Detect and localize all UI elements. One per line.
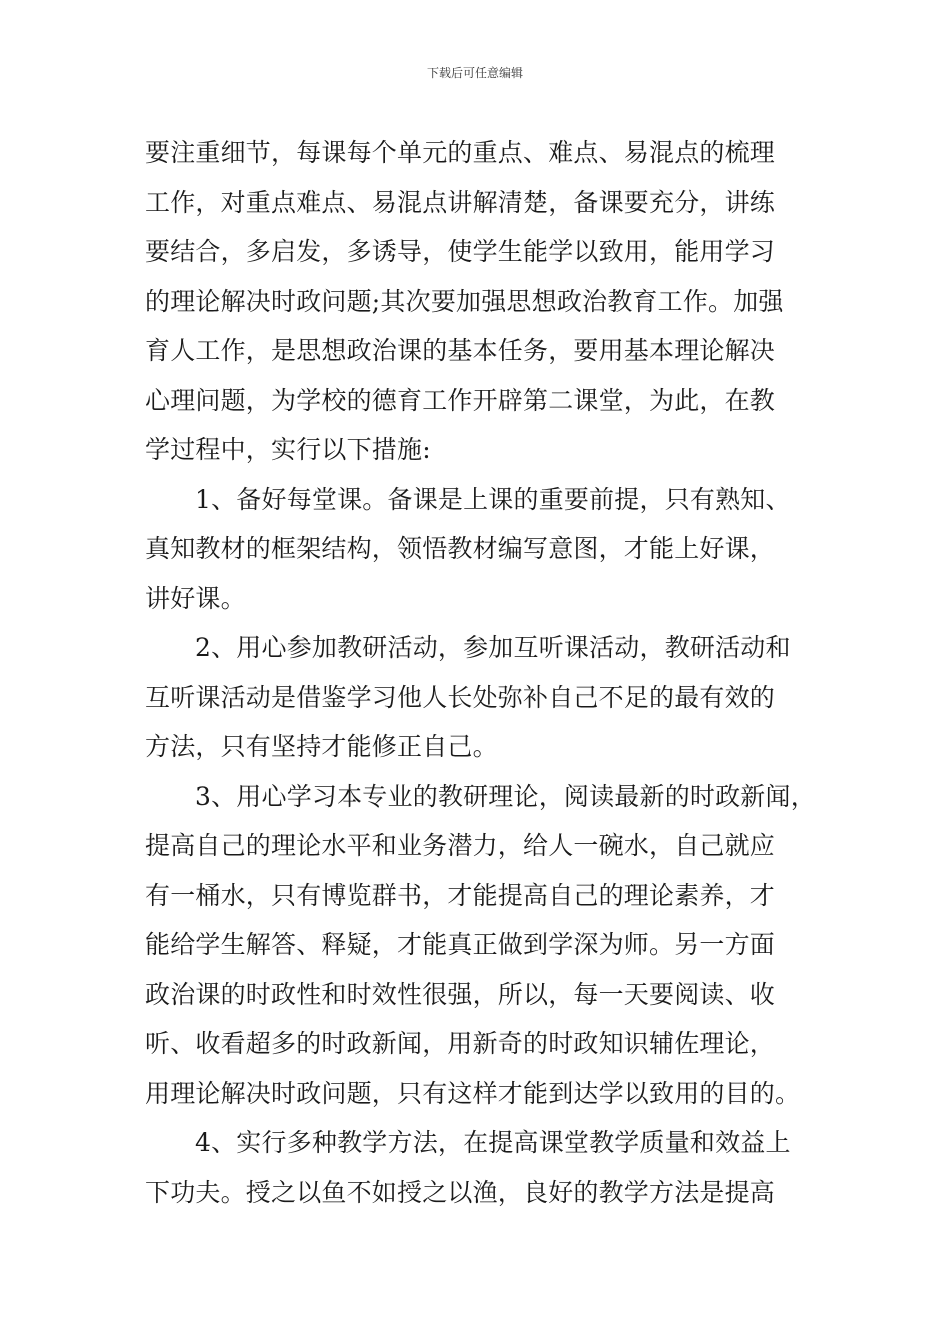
text-line: 能给学生解答、释疑，才能真正做到学深为师。另一方面 — [145, 930, 776, 959]
text-line: 真知教材的框架结构，领悟教材编写意图，才能上好课， — [145, 534, 776, 563]
text-line: 提高自己的理论水平和业务潜力，给人一碗水，自己就应 — [145, 831, 776, 860]
text-line: 互听课活动是借鉴学习他人长处弥补自己不足的最有效的 — [145, 682, 776, 712]
text-line: 要结合，多启发，多诱导，使学生能学以致用，能用学习 — [145, 237, 776, 266]
body-text — [145, 128, 816, 1217]
paragraph-2-first-line: 2、用心参加教研活动，参加互听课活动，教研活动和 — [195, 633, 791, 662]
text-line: 学过程中，实行以下措施: — [145, 435, 431, 464]
text-line: 方法，只有坚持才能修正自己。 — [145, 732, 498, 761]
text-line: 育人工作，是思想政治课的基本任务，要用基本理论解决 — [145, 336, 776, 365]
paragraph-4-first-line: 4、实行多种教学方法，在提高课堂教学质量和效益上 — [195, 1128, 791, 1157]
text-line: 有一桶水，只有博览群书，才能提高自己的理论素养，才 — [145, 880, 776, 910]
page-header: 下载后可任意编辑 — [426, 66, 523, 80]
text-line: 下功夫。授之以鱼不如授之以渔，良好的教学方法是提高 — [145, 1177, 776, 1207]
paragraph-3-first-line: 3、用心学习本专业的教研理论，阅读最新的时政新闻， — [195, 781, 816, 811]
text-line: 政治课的时政性和时效性很强，所以，每一天要阅读、收 — [145, 979, 776, 1009]
text-line: 心理问题，为学校的德育工作开辟第二课堂，为此，在教 — [145, 385, 776, 415]
text-line: 讲好课。 — [145, 583, 246, 613]
text-line: 听、收看超多的时政新闻，用新奇的时政知识辅佐理论， — [145, 1029, 776, 1058]
paragraph-1-first-line: 1、备好每堂课。备课是上课的重要前提，只有熟知、 — [195, 484, 791, 514]
text-line: 要注重细节，每课每个单元的重点、难点、易混点的梳理 — [145, 138, 776, 167]
text-line: 用理论解决时政问题，只有这样才能到达学以致用的目的。 — [145, 1078, 801, 1108]
text-line: 的理论解决时政问题;其次要加强思想政治教育工作。加强 — [145, 286, 784, 316]
text-line: 工作，对重点难点、易混点讲解清楚，备课要充分，讲练 — [145, 187, 776, 217]
